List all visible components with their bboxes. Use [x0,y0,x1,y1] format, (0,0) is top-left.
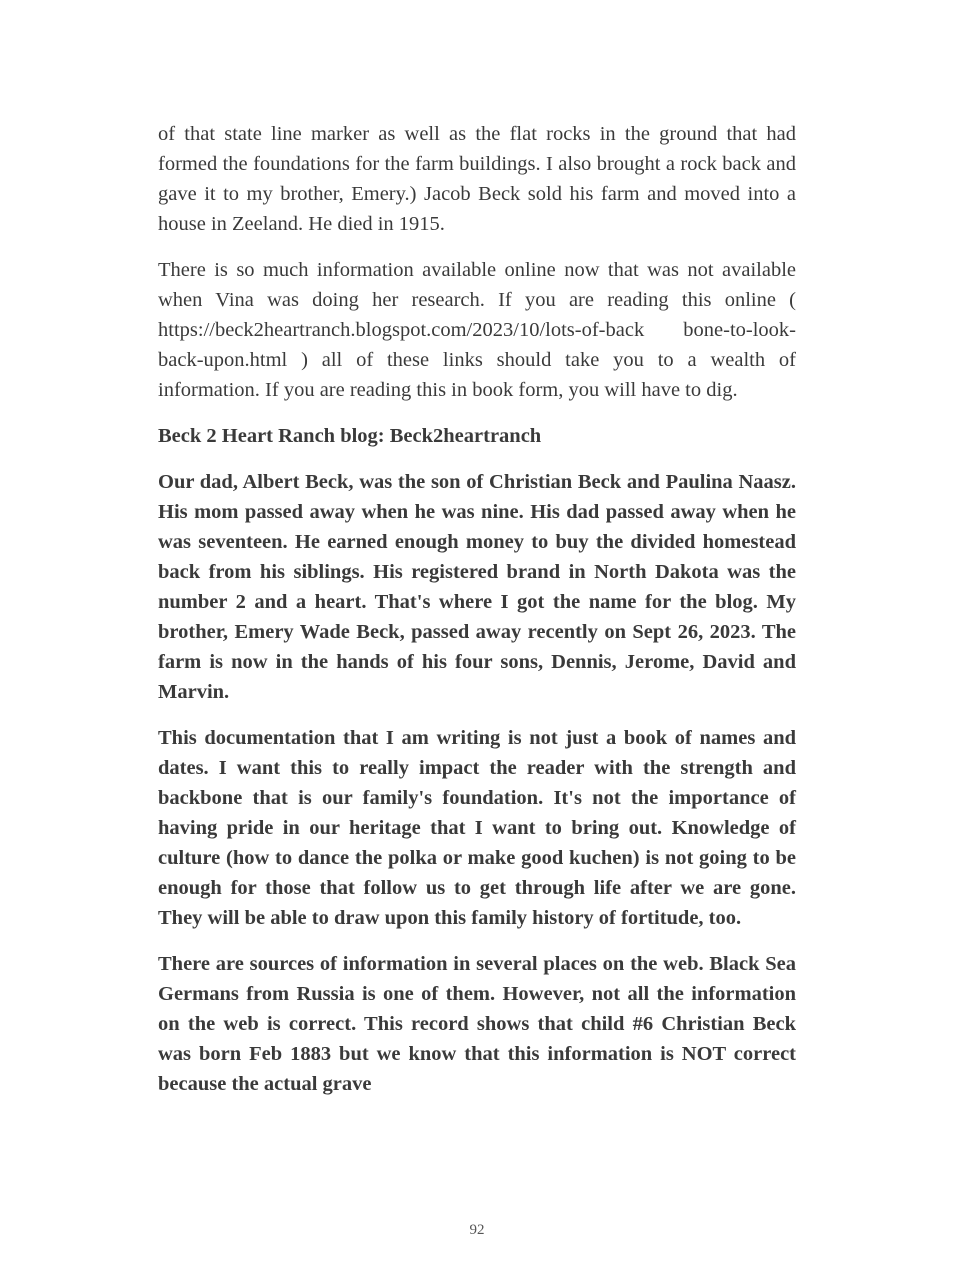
page-body [158,119,796,1115]
page-number: 92 [469,1222,485,1238]
paragraph-documentation-purpose: This documentation that I am writing is not just a book of names and dates. I want this to really impact the reader with the strength and backbone that is our family's foundation. It's not the importance of having pride in our heritage that I want to bring out. Knowledge of culture (how to dance the polka or make good kuchen) is not going to be enough for those that follow us to get through life after we are gone. They will be able to draw upon this family history of fortitude, too. [158,727,796,929]
paragraph-state-line-marker: of that state line marker as well as the flat rocks in the ground that had formed the foundations for the farm buildings. I also brought a rock back and gave it to my brother, Emery.) Jacob Beck sold his farm and moved into a house in Zeeland. He died in 1915. [158,123,796,235]
paragraph-albert-beck: Our dad, Albert Beck, was the son of Christian Beck and Paulina Naasz. His mom passed away when he was nine. His dad passed away when he was seventeen. He earned enough money to buy the divided homestead back from his siblings. His registered brand in North Dakota was the number 2 and a heart. That's where I got the name for the blog. My brother, Emery Wade Beck, passed away recently on Sept 26, 2023. The farm is now in the hands of his four sons, Dennis, Jerome, David and Marvin. [158,471,796,703]
paragraph-online-information: There is so much information available online now that was not available when Vina was doing her research. If you are reading this online ( https://beck2heartranch.blogspot.com/2023/10/lots-of-back bone-to-look-back-upon.html ) all of these links should take you to a wealth of information. If you are reading this in book form, you will have to dig. [158,259,796,401]
blog-heading: Beck 2 Heart Ranch blog: Beck2heartranch [158,425,542,447]
paragraph-web-sources: There are sources of information in several places on the web. Black Sea Germans from Russia is one of them. However, not all the information on the web is correct. This record shows that child #6 Christian Beck was born Feb 1883 but we know that this information is NOT correct because the actual grave [158,953,796,1095]
